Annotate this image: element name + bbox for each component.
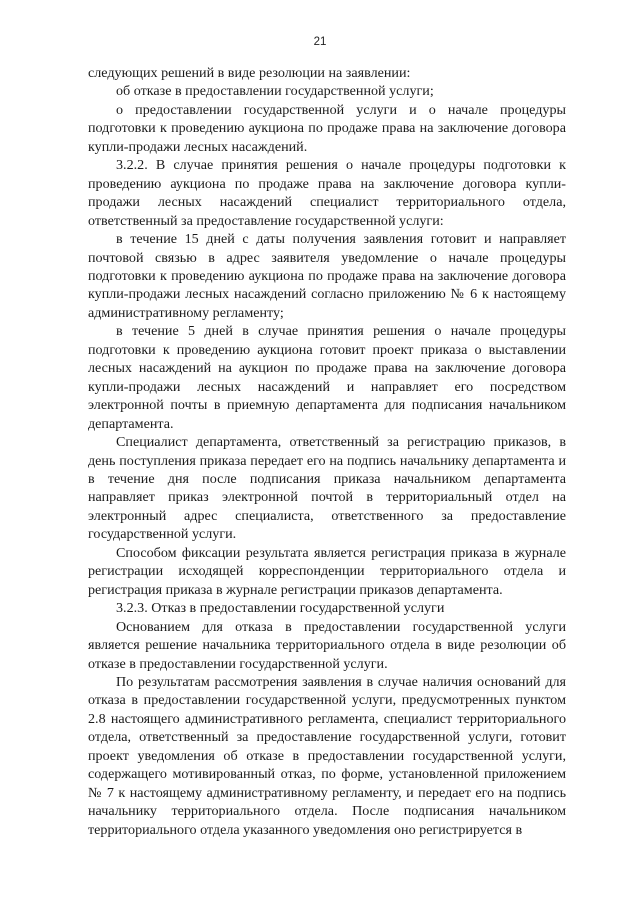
paragraph-continuation: следующих решений в виде резолюции на заявлении:: [88, 65, 411, 81]
paragraph-review-results: По результатам рассмотрения заявления в случае наличия оснований для отказа в предоставлении государственной услуги, предусмотренных пунктом 2.8 настоящего административного регламента, специалист территориального отдела, ответственный за предоставление государственной услуги, готовит проект уведомления об отказе в предоставлении государственной услуги, содержащего мотивированный отказ, по форме, установленной приложением № 7 к настоящему административному регламенту, и передает его на подпись начальнику территориального отдела. После подписания начальником территориального отдела указанного уведомления оно регистрируется в: [88, 673, 566, 838]
paragraph-15-days: в течение 15 дней с даты получения заявления готовит и направляет почтовой связью в адрес заявителя уведомление о начале процедуры подготовки к проведению аукциона по продаже права на заключение договора купли-продажи лесных насаждений согласно приложению № 6 к настоящему административному регламенту;: [88, 231, 566, 321]
paragraph-5-days: в течение 5 дней в случае принятия решения о начале процедуры подготовки к проведению аукциона готовит проект приказа о выставлении лесных насаждений на аукцион по продаже права на заключение договора купли-продажи лесных насаждений и направляет его посредством электронной почты в приемную департамента для подписания начальником департамента.: [88, 323, 566, 432]
paragraph-refusal-basis: Основанием для отказа в предоставлении государственной услуги является решение начальника территориального отдела в виде резолюции об отказе в предоставлении государственной услуги.: [88, 618, 566, 672]
page-number: 21: [313, 36, 327, 48]
paragraph-department-specialist: Специалист департамента, ответственный за регистрацию приказов, в день поступления приказа передает его на подпись начальнику департамента и в течение дня после подписания приказа начальником департамента направляет приказ электронной почтой в территориальный отдел на электронный адрес специалиста, ответственного за предоставление государственной услуги.: [88, 434, 566, 543]
body-text: [88, 64, 566, 839]
paragraph-fixation-method: Способом фиксации результата является регистрация приказа в журнале регистрации исходящей корреспонденции территориального отдела и регистрация приказа в журнале регистрации приказов департамента.: [88, 544, 566, 598]
section-heading-3-2-3: 3.2.3. Отказ в предоставлении государственной услуги: [116, 600, 445, 617]
paragraph-3-2-2: 3.2.2. В случае принятия решения о начале процедуры подготовки к проведению аукциона по продаже права на заключение договора купли-продажи лесных насаждений специалист территориального отдела, ответственный за предоставление государственной услуги:: [88, 157, 566, 229]
list-item-provision: о предоставлении государственной услуги и о начале процедуры подготовки к проведению аукциона по продаже права на заключение договора купли-продажи лесных насаждений.: [88, 101, 566, 155]
list-item-refusal: об отказе в предоставлении государственной услуги;: [116, 83, 434, 100]
